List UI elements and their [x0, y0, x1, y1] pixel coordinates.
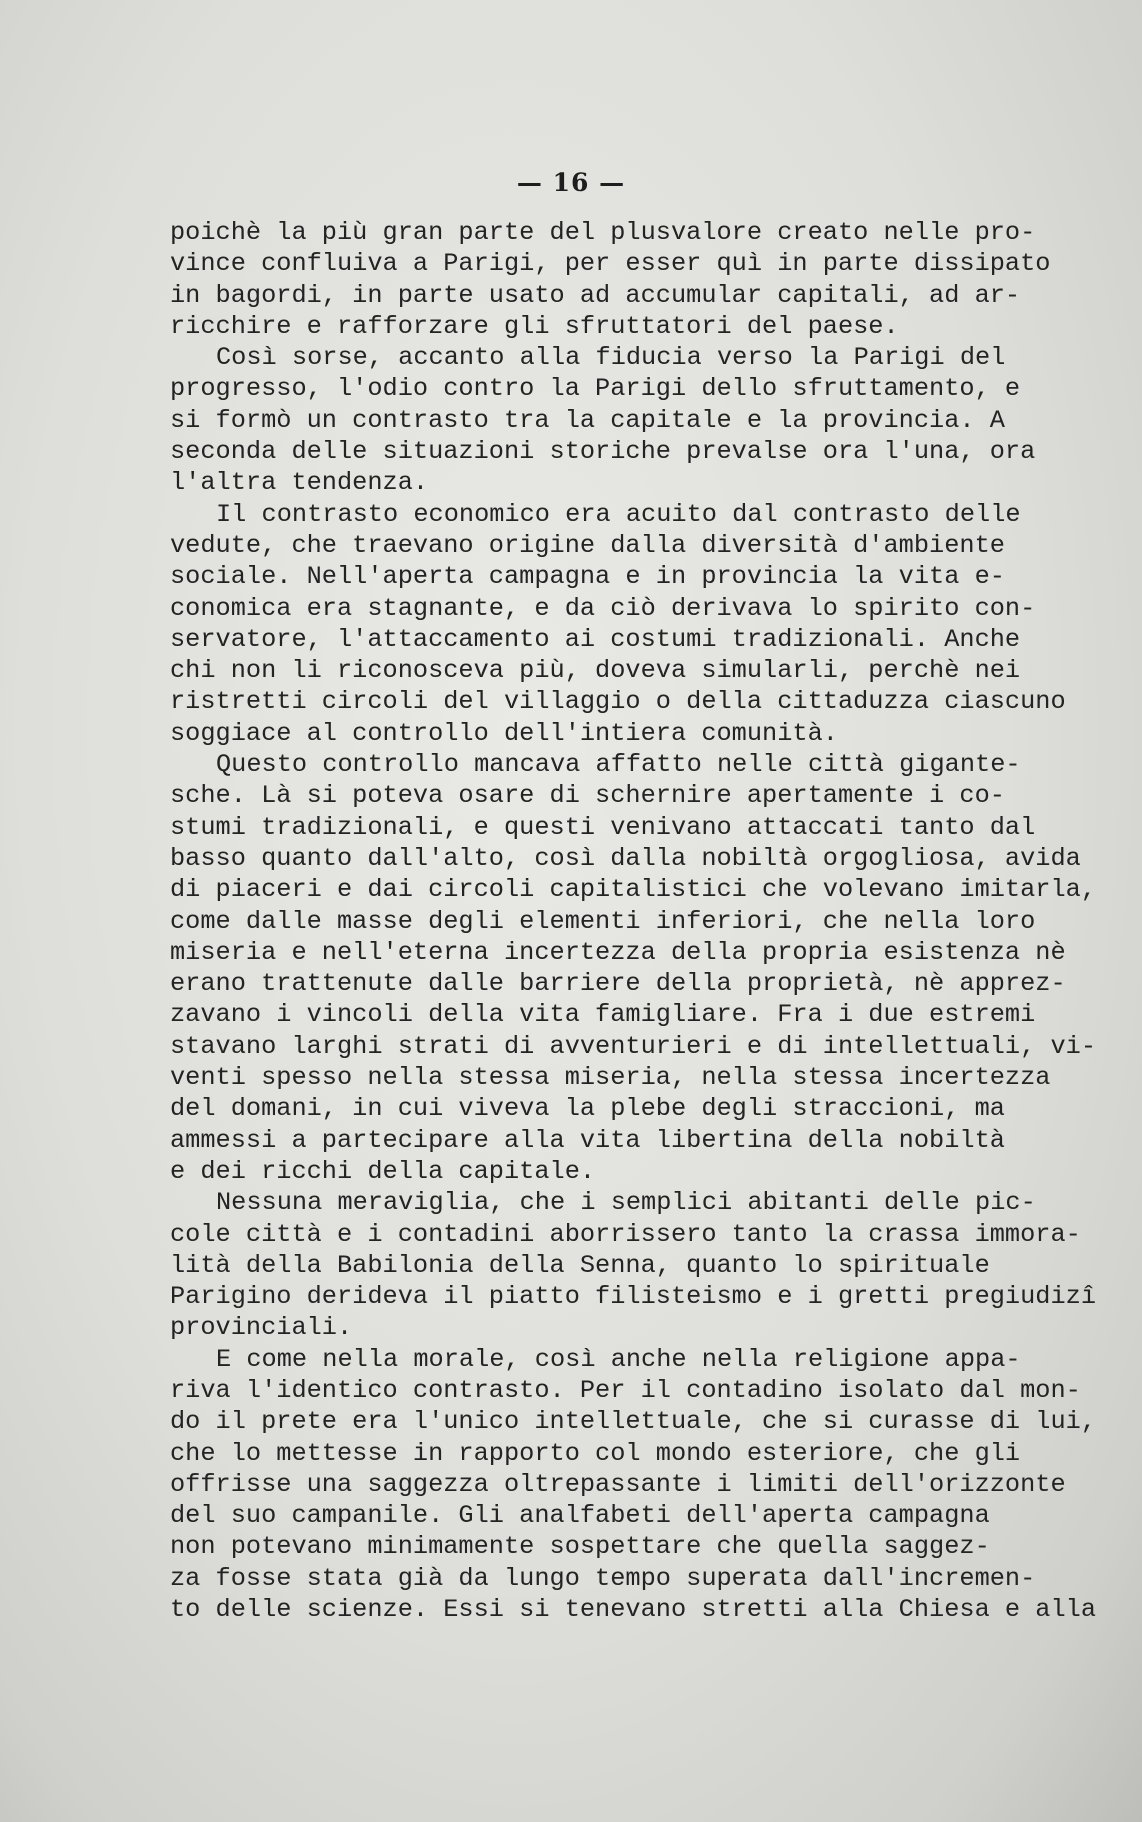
text-line: venti spesso nella stessa miseria, nella stessa incertezza — [170, 1063, 1051, 1093]
text-line: stavano larghi strati di avventurieri e di intellettuali, vi- — [170, 1031, 1097, 1061]
text-line: si formò un contrasto tra la capitale e la provincia. A — [170, 405, 1005, 435]
text-line: soggiace al controllo dell'intiera comunità. — [170, 718, 838, 748]
text-line: seconda delle situazioni storiche prevalse ora l'una, ora — [170, 437, 1036, 467]
text-line: lità della Babilonia della Senna, quanto lo spirituale — [170, 1250, 990, 1280]
text-line: conomica era stagnante, e da ciò derivava lo spirito con- — [170, 593, 1036, 623]
text-line: do il prete era l'unico intellettuale, che si curasse di lui, — [170, 1407, 1097, 1437]
text-line: ammessi a partecipare alla vita libertina della nobiltà — [170, 1125, 1005, 1155]
text-line: come dalle masse degli elementi inferiori, che nella loro — [170, 906, 1036, 936]
text-line: Nessuna meraviglia, che i semplici abitanti delle pic- — [216, 1188, 1036, 1218]
text-line: sociale. Nell'aperta campagna e in provincia la vita e- — [170, 562, 1005, 592]
text-line: Questo controllo mancava affatto nelle città gigante- — [216, 750, 1021, 780]
text-line: za fosse stata già da lungo tempo superata dall'incremen- — [170, 1563, 1036, 1593]
text-line: vince confluiva a Parigi, per esser quì in parte dissipato — [170, 249, 1051, 279]
text-line: in bagordi, in parte usato ad accumular capitali, ad ar- — [170, 280, 1021, 310]
text-line: ristretti circoli del villaggio o della cittaduzza ciascuno — [170, 687, 1066, 717]
page-number: — 16 — — [516, 168, 626, 197]
text-line: Così sorse, accanto alla fiducia verso la Parigi del — [216, 343, 1006, 373]
text-line: erano trattenute dalle barriere della proprietà, nè apprez- — [170, 969, 1066, 999]
text-line: offrisse una saggezza oltrepassante i limiti dell'orizzonte — [170, 1469, 1066, 1499]
text-line: poichè la più gran parte del plusvalore creato nelle pro- — [170, 218, 1036, 247]
text-line: servatore, l'attaccamento ai costumi tradizionali. Anche — [170, 624, 1021, 654]
text-line: miseria e nell'eterna incertezza della propria esistenza nè — [170, 937, 1066, 967]
text-line: zavano i vincoli della vita famigliare. Fra i due estremi — [170, 1000, 1036, 1030]
body-text — [170, 217, 1097, 1625]
text-line: basso quanto dall'alto, così dalla nobiltà orgogliosa, avida — [170, 843, 1081, 873]
text-line: riva l'identico contrasto. Per il contadino isolato dal mon- — [170, 1375, 1081, 1405]
text-line: stumi tradizionali, e questi venivano attaccati tanto dal — [170, 812, 1036, 842]
text-line: cole città e i contadini aborrissero tanto la crassa immora- — [170, 1219, 1081, 1249]
text-line: E come nella morale, così anche nella religione appa- — [216, 1344, 1021, 1374]
text-line: Il contrasto economico era acuito dal contrasto delle — [216, 499, 1021, 529]
text-line: ricchire e rafforzare gli sfruttatori del paese. — [170, 311, 899, 341]
text-line: sche. Là si poteva osare di schernire apertamente i co- — [170, 781, 1005, 811]
text-line: chi non li riconosceva più, doveva simularli, perchè nei — [170, 656, 1021, 686]
text-line: l'altra tendenza. — [170, 468, 429, 498]
text-line: progresso, l'odio contro la Parigi dello sfruttamento, e — [170, 374, 1021, 404]
text-line: che lo mettesse in rapporto col mondo esteriore, che gli — [170, 1438, 1021, 1468]
text-line: e dei ricchi della capitale. — [170, 1156, 596, 1186]
text-line: del suo campanile. Gli analfabeti dell'aperta campagna — [170, 1501, 990, 1531]
text-line: non potevano minimamente sospettare che quella saggez- — [170, 1532, 990, 1562]
text-line: to delle scienze. Essi si tenevano stretti alla Chiesa e alla — [170, 1595, 1097, 1625]
text-line: di piaceri e dai circoli capitalistici che volevano imitarla, — [170, 875, 1097, 905]
text-line: provinciali. — [170, 1313, 353, 1343]
text-line: vedute, che traevano origine dalla diversità d'ambiente — [170, 530, 1005, 560]
text-line: Parigino derideva il piatto filisteismo e i gretti pregiudizî — [170, 1282, 1097, 1312]
text-line: del domani, in cui viveva la plebe degli straccioni, ma — [170, 1094, 1005, 1124]
